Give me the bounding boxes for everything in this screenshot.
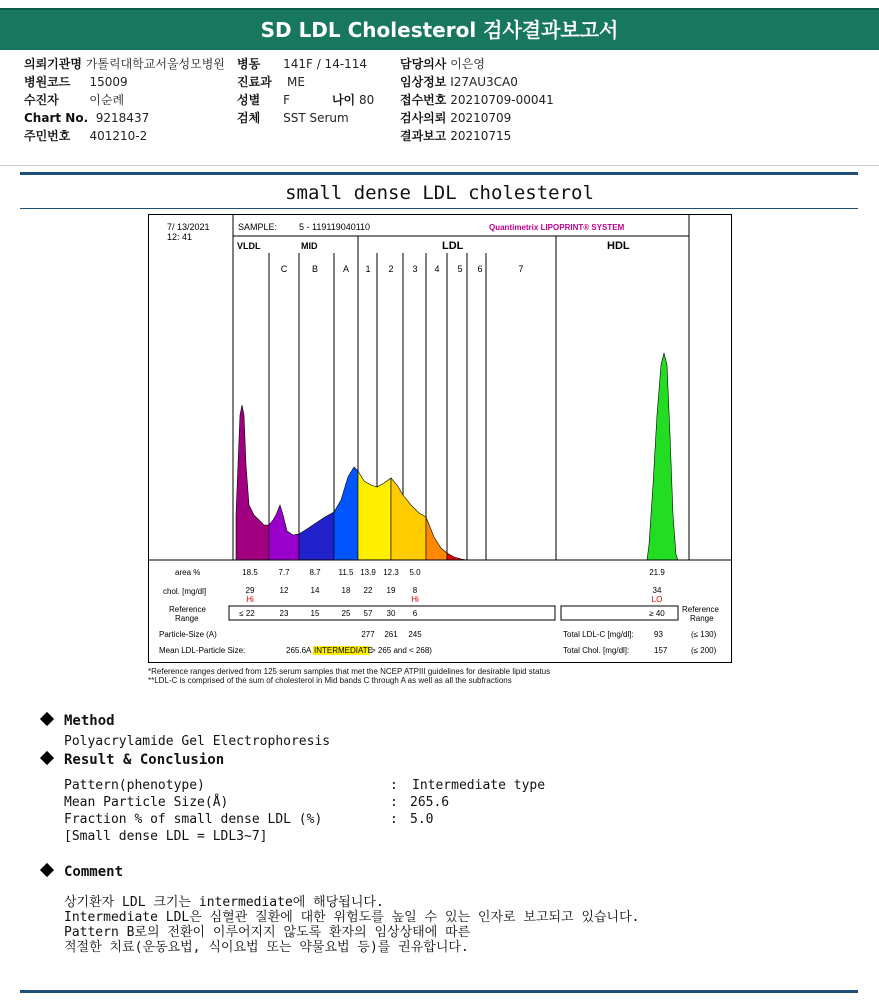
result-value-fraction: 5.0 — [410, 812, 434, 827]
label-request-date: 검사의뢰 — [400, 111, 447, 125]
comment-heading — [42, 864, 123, 880]
top-rule — [20, 172, 858, 175]
peak-ldl-2 — [391, 478, 426, 560]
value-requester: 가톨릭대학교서울성모병원 — [85, 57, 225, 71]
area-value: 18.5 — [242, 568, 258, 577]
label-ward: 병동 — [237, 57, 261, 71]
label-sex: 성별 — [237, 93, 261, 107]
lipoprint-chart — [149, 215, 731, 662]
label-specimen: 검체 — [237, 111, 261, 125]
info-col-1 — [24, 55, 225, 145]
footnotes — [148, 667, 550, 685]
band-label-5: 5 — [457, 264, 463, 274]
ref-right-label-1: Reference — [682, 605, 719, 614]
peak-ldl-4 — [447, 553, 467, 560]
mean-size-rule: > 265 and < 268) — [371, 646, 432, 655]
peak-vldl — [236, 405, 269, 560]
result-value-mean-size: 265.6 — [410, 795, 450, 810]
report-header — [0, 8, 879, 50]
footnote-1: *Reference ranges derived from 125 serum samples that met the NCEP ATPIII guidelines for desirable lipid status — [148, 667, 551, 676]
band-label-2: 2 — [388, 264, 394, 274]
ref-value: ≥ 40 — [649, 609, 665, 618]
row-label-chol: chol. [mg/dl] — [163, 587, 207, 596]
group-ldl: LDL — [442, 240, 464, 252]
flag-hi: Hi — [246, 595, 254, 604]
particle-size-value: 261 — [384, 630, 398, 639]
ref-value: ≤ 22 — [239, 609, 255, 618]
comment-body — [64, 880, 640, 970]
peak-mid-c — [269, 505, 299, 560]
band-label-A: A — [342, 264, 350, 274]
diamond-bullet-icon — [40, 863, 54, 877]
value-age: 80 — [358, 93, 375, 107]
value-department: ME — [287, 75, 305, 89]
footnote-2: **LDL-C is comprised of the sum of cholesterol in Mid bands C through A as well as all the subfractions — [148, 676, 512, 685]
mean-size-class: INTERMEDIATE — [314, 646, 373, 655]
particle-size-value: 277 — [361, 630, 375, 639]
label-report-date: 결과보고 — [400, 129, 447, 143]
value-patient: 이순례 — [89, 93, 125, 107]
ref-value: 57 — [363, 609, 373, 618]
comment-line-2: Intermediate LDL은 심혈관 질환에 대한 위험도를 높일 수 있는 인자로 보고되고 있습니다. — [64, 910, 640, 925]
band-label-1: 1 — [365, 264, 371, 274]
particle-size-value: 245 — [408, 630, 422, 639]
result-heading — [42, 752, 224, 768]
bottom-rule — [20, 990, 858, 993]
total-chol-label: Total Chol. [mg/dl]: — [563, 646, 630, 655]
result-colon-1: : — [390, 778, 398, 793]
flag-hi: Hi — [411, 595, 419, 604]
label-department: 진료과 — [237, 75, 272, 89]
result-label-mean-size: Mean Particle Size(Å) — [64, 795, 229, 810]
value-report-date: 20210715 — [450, 129, 512, 143]
result-value-pattern: Intermediate type — [412, 778, 546, 793]
method-heading-text: Method — [64, 713, 115, 729]
value-ward: 141F / 14-114 — [283, 57, 368, 71]
diamond-bullet-icon — [40, 712, 54, 726]
peak-hdl — [647, 353, 678, 560]
ref-value: 23 — [279, 609, 289, 618]
value-request-date: 20210709 — [450, 111, 512, 125]
peak-ldl-3 — [426, 517, 447, 560]
band-label-B: B — [311, 264, 319, 274]
row-label-range: Range — [175, 614, 199, 623]
value-receipt-no: 20210709-00041 — [450, 93, 554, 107]
chol-value: 29 — [245, 586, 255, 595]
total-ldl-limit: (≤ 130) — [691, 630, 717, 639]
report-title: SD LDL Cholesterol 검사결과보고서 — [260, 18, 619, 42]
flag-lo: LO — [651, 595, 663, 604]
value-resident-no: 401210-2 — [89, 129, 148, 143]
area-value: 13.9 — [360, 568, 376, 577]
label-age: 나이 — [331, 93, 356, 107]
label-receipt-no: 접수번호 — [400, 93, 447, 107]
result-colon-2: : — [390, 795, 398, 810]
value-clinical-info: I27AU3CA0 — [450, 75, 518, 89]
chol-value: 18 — [341, 586, 351, 595]
band-label-3: 3 — [412, 264, 418, 274]
label-requester: 의뢰기관명 — [24, 57, 82, 71]
result-note: [Small dense LDL = LDL3~7] — [64, 829, 268, 844]
group-mid: MID — [301, 241, 318, 251]
band-label-6: 6 — [477, 264, 483, 274]
sample-id: 5 - 119119040110 — [299, 222, 371, 232]
mean-size-value: 265.6 — [286, 646, 307, 655]
method-text: Polyacrylamide Gel Electrophoresis — [64, 734, 331, 749]
label-resident-no: 주민번호 — [24, 129, 71, 143]
chol-value: 8 — [412, 586, 418, 595]
label-chart-no: Chart No. — [24, 111, 89, 125]
chol-value: 19 — [386, 586, 396, 595]
comment-line-3: Pattern B로의 전환이 이루어지지 않도록 환자의 임상상태에 따른 — [64, 925, 471, 940]
value-sex: F — [283, 93, 290, 107]
chol-value: 12 — [279, 586, 289, 595]
chol-value: 14 — [310, 586, 320, 595]
ref-value: 6 — [412, 609, 418, 618]
group-hdl: HDL — [607, 240, 630, 252]
diamond-bullet-icon — [40, 751, 54, 765]
area-value: 11.5 — [338, 568, 354, 577]
result-colon-3: : — [390, 812, 398, 827]
sample-label: SAMPLE: — [238, 222, 278, 232]
section-title: small dense LDL cholesterol — [285, 182, 594, 204]
result-heading-text: Result & Conclusion — [64, 752, 225, 768]
band-label-4: 4 — [434, 264, 440, 274]
chol-value: 22 — [363, 586, 373, 595]
particle-size-label: Particle-Size (A) — [159, 630, 217, 639]
value-specimen: SST Serum — [283, 111, 349, 125]
group-vldl: VLDL — [237, 241, 261, 251]
peak-mid-b — [299, 512, 334, 560]
row-label-ref: Reference — [169, 605, 206, 614]
band-label-7: 7 — [518, 264, 524, 274]
value-chart-no: 9218437 — [95, 111, 150, 125]
chol-value: 34 — [652, 586, 662, 595]
total-chol-limit: (≤ 200) — [691, 646, 717, 655]
total-ldl-label: Total LDL-C [mg/dl]: — [563, 630, 634, 639]
label-clinical-info: 임상정보 — [400, 75, 447, 89]
ref-value: 30 — [386, 609, 396, 618]
area-value: 12.3 — [383, 568, 399, 577]
row-label-area: area % — [175, 568, 201, 577]
info-divider — [0, 165, 879, 166]
total-chol-value: 157 — [654, 646, 668, 655]
info-col-3 — [400, 55, 554, 145]
area-value: 5.0 — [409, 568, 421, 577]
area-value: 8.7 — [309, 568, 321, 577]
mean-size-unit: A — [306, 646, 312, 655]
comment-line-1: 상기환자 LDL 크기는 intermediate에 해당됩니다. — [64, 895, 384, 910]
comment-line-4: 적절한 치료(운동요법, 식이요법 또는 약물요법 등)를 권유합니다. — [64, 940, 469, 955]
info-col-2 — [237, 55, 374, 127]
ref-value: 25 — [341, 609, 351, 618]
label-patient: 수진자 — [24, 93, 59, 107]
comment-heading-text: Comment — [64, 864, 124, 880]
result-label-fraction: Fraction % of small dense LDL (%) — [64, 812, 323, 827]
mean-size-label: Mean LDL-Particle Size: — [159, 646, 246, 655]
label-hospital-code: 병원코드 — [24, 75, 71, 89]
ref-value: 15 — [310, 609, 320, 618]
print-date: 7/ 13/2021 — [167, 222, 210, 232]
band-label-C: C — [280, 264, 288, 274]
value-doctor: 이은영 — [450, 57, 485, 71]
label-doctor: 담당의사 — [400, 57, 447, 71]
lipoprint-printout — [148, 214, 732, 663]
value-hospital-code: 15009 — [89, 75, 128, 89]
area-value: 7.7 — [278, 568, 290, 577]
total-ldl-value: 93 — [654, 630, 663, 639]
peak-mid-a — [334, 467, 358, 560]
lipoprint-brand: Quantimetrix LIPOPRINT® SYSTEM — [489, 223, 625, 232]
method-heading — [42, 713, 115, 729]
area-value: 21.9 — [649, 568, 665, 577]
result-label-pattern: Pattern(phenotype) — [64, 778, 205, 793]
title-underline — [20, 208, 858, 209]
print-time: 12: 41 — [167, 232, 193, 242]
ref-right-label-2: Range — [690, 614, 714, 623]
peak-ldl-1 — [358, 471, 391, 560]
